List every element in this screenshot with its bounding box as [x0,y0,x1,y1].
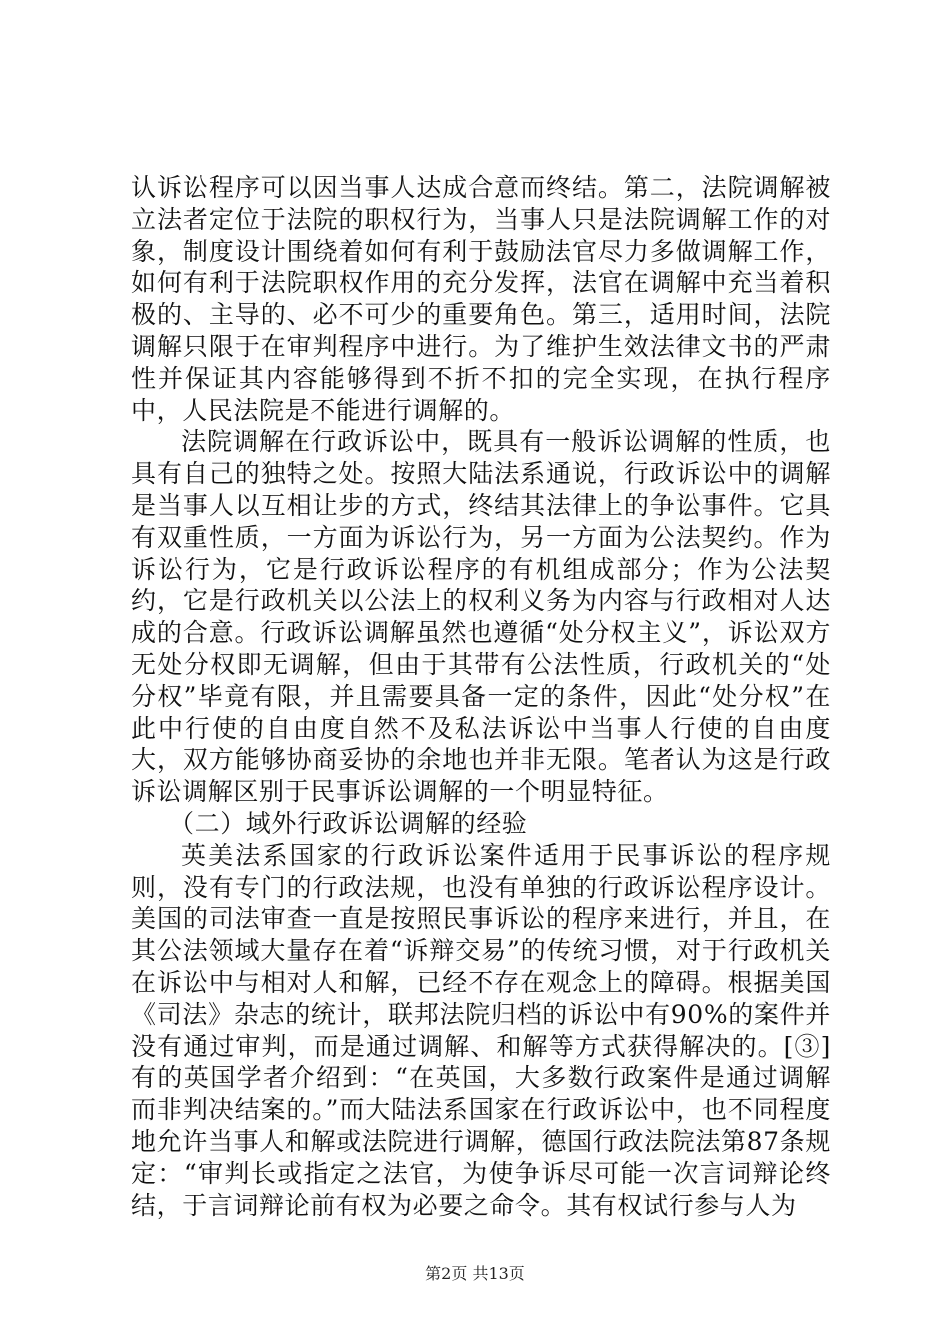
section-heading-foreign-experience: （二）域外行政诉讼调解的经验 [169,808,528,838]
paragraph-administrative-mediation-nature: 法院调解在行政诉讼中，既具有一般诉讼调解的性质，也具有自己的独特之处。按照大陆法系通说，行政诉讼中的调解是当事人以互相让步的方式，终结其法律上的争讼事件。它具有双重性质，一方面为诉讼行为，另一方面为公法契约。作为诉讼行为，它是行政诉讼程序的有机组成部分；作为公法契约，它是行政机关以公法上的权利义务为内容与行政相对人达成的合意。行政诉讼调解虽然也遵循“处分权主义”，诉讼双方无处分权即无调解，但由于其带有公法性质，行政机关的“处分权”毕竟有限，并且需要具备一定的条件，因此“处分权”在此中行使的自由度自然不及私法诉讼中当事人行使的自由度大，双方能够协商妥协的余地也并非无限。笔者认为这是行政诉讼调解区别于民事诉讼调解的一个明显特征。 [131,427,831,807]
paragraph-foreign-practice: 英美法系国家的行政诉讼案件适用于民事诉讼的程序规则，没有专门的行政法规，也没有单独的行政诉讼程序设计。美国的司法审查一直是按照民事诉讼的程序来进行，并且，在其公法领域大量存在着“诉辩交易”的传统习惯，对于行政机关在诉讼中与相对人和解，已经不存在观念上的障碍。根据美国《司法》杂志的统计，联邦法院归档的诉讼中有90%的案件并没有通过审判，而是通过调解、和解等方式获得解决的。[③]有的英国学者介绍到：“在英国，大多数行政案件是通过调解而非判决结案的。”而大陆法系国家在行政诉讼中，也不同程度地允许当事人和解或法院进行调解，德国行政法院法第87条规定：“审判长或指定之法官，为使争诉尽可能一次言词辩论终结，于言词辩论前有权为必要之命令。其有权试行参与人为 [131,840,831,1220]
page-number-footer: 第2页 共13页 [425,1264,525,1283]
paragraph-court-mediation-features: 认诉讼程序可以因当事人达成合意而终结。第二，法院调解被立法者定位于法院的职权行为，当事人只是法院调解工作的对象，制度设计围绕着如何有利于鼓励法官尽力多做调解工作，如何有利于法院职权作用的充分发挥，法官在调解中充当着积极的、主导的、必不可少的重要角色。第三，适用时间，法院调解只限于在审判程序中进行。为了维护生效法律文书的严肃性并保证其内容能够得到不折不扣的完全实现，在执行程序中，人民法院是不能进行调解的。 [131,173,831,425]
document-body [131,172,831,1221]
